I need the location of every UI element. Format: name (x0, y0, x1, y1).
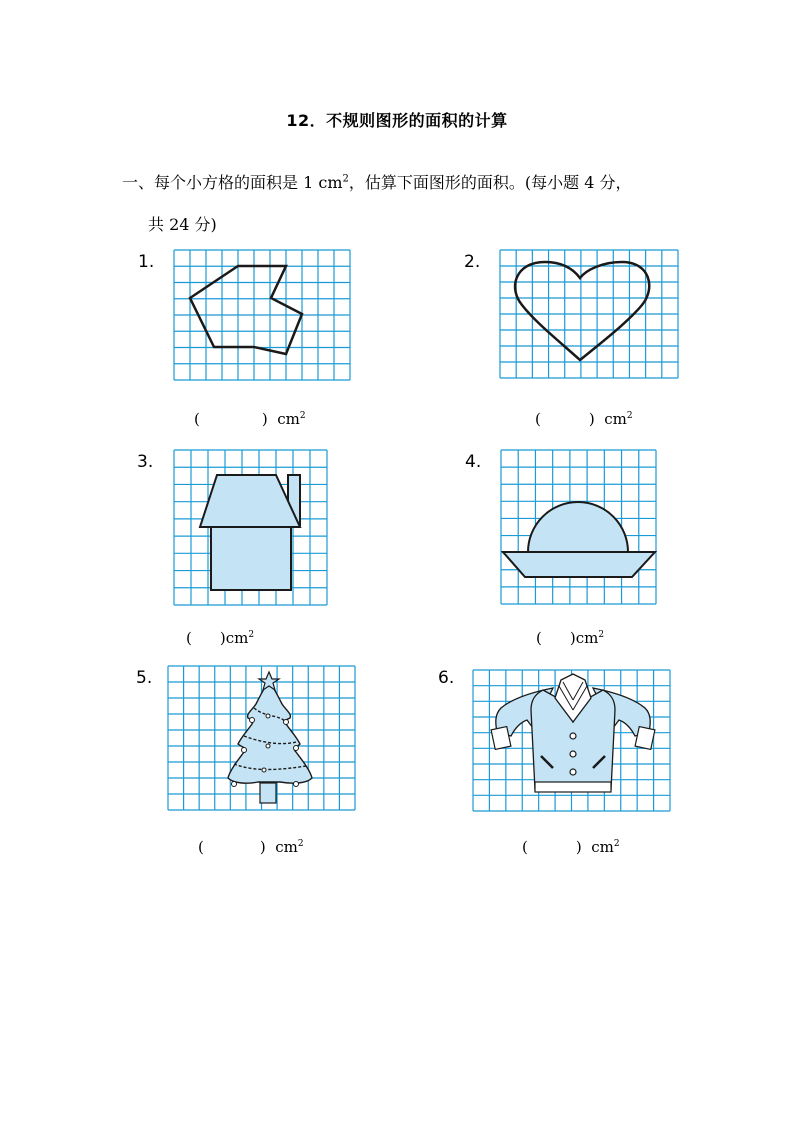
problem-4-answer (536, 629, 604, 647)
problem-4-grid (501, 450, 656, 604)
hat-crown-shape (528, 502, 628, 552)
problem-5-number: 5. (136, 668, 153, 688)
answer-unit: cm (277, 410, 300, 428)
jacket-left-cuff-shape (491, 727, 511, 750)
answer-unit: cm (225, 629, 249, 647)
house-body-shape (211, 527, 291, 590)
problem-4-number: 4. (465, 452, 482, 472)
answer-open-paren: ( (198, 838, 204, 856)
instruction-line-1 (122, 170, 631, 193)
answer-unit-sup: 2 (297, 839, 304, 849)
problem-2-number: 2. (464, 252, 481, 272)
problem-1-number: 1. (138, 252, 155, 272)
instruction-line-2: 共 24 分) (148, 215, 217, 234)
answer-unit-sup: 2 (248, 630, 255, 640)
instruction-suffix: ，估算下面图形的面积。(每小题 4 分， (348, 173, 632, 192)
answer-open-paren: ( (194, 410, 200, 428)
jacket-waistband-shape (535, 782, 611, 792)
instruction-sup: 2 (342, 173, 349, 185)
problem-3-answer (186, 629, 254, 647)
house-roof-shape (200, 475, 300, 527)
answer-close-paren: ) (261, 410, 268, 428)
answer-close-paren: ) (259, 838, 266, 856)
answer-open-paren: ( (536, 629, 542, 647)
problem-3-grid (174, 450, 327, 605)
answer-close-paren: ) (588, 410, 595, 428)
problem-6-answer (522, 838, 620, 856)
answer-close-paren: ) (569, 629, 576, 647)
answer-unit-sup: 2 (613, 839, 620, 849)
answer-unit: cm (604, 410, 627, 428)
answer-open-paren: ( (522, 838, 528, 856)
instruction-prefix: 一、每个小方格的面积是 1 cm (122, 173, 343, 192)
answer-unit-sup: 2 (598, 630, 605, 640)
answer-close-paren: ) (219, 629, 226, 647)
problem-2-answer (535, 410, 633, 428)
answer-unit: cm (275, 838, 298, 856)
hat-brim-shape (503, 552, 655, 577)
irregular-polygon-shape (190, 266, 302, 354)
answer-close-paren: ) (575, 838, 582, 856)
problem-3-number: 3. (137, 452, 154, 472)
jacket-right-cuff-shape (635, 727, 655, 750)
problem-6-number: 6. (438, 668, 455, 688)
page-title: 12．不规则图形的面积的计算 (286, 111, 508, 130)
answer-unit-sup: 2 (299, 411, 306, 421)
tree-trunk-shape (260, 783, 276, 803)
problem-1-grid (174, 250, 350, 380)
answer-unit-sup: 2 (626, 411, 633, 421)
problem-5-grid (168, 666, 355, 810)
answer-open-paren: ( (186, 629, 192, 647)
tree-body-shape (228, 681, 312, 783)
problem-1-answer (194, 410, 306, 428)
problem-5-answer (198, 838, 304, 856)
problem-2-grid (500, 250, 678, 378)
answer-unit: cm (591, 838, 614, 856)
problem-6-grid (473, 670, 670, 811)
answer-unit: cm (575, 629, 599, 647)
answer-open-paren: ( (535, 410, 541, 428)
